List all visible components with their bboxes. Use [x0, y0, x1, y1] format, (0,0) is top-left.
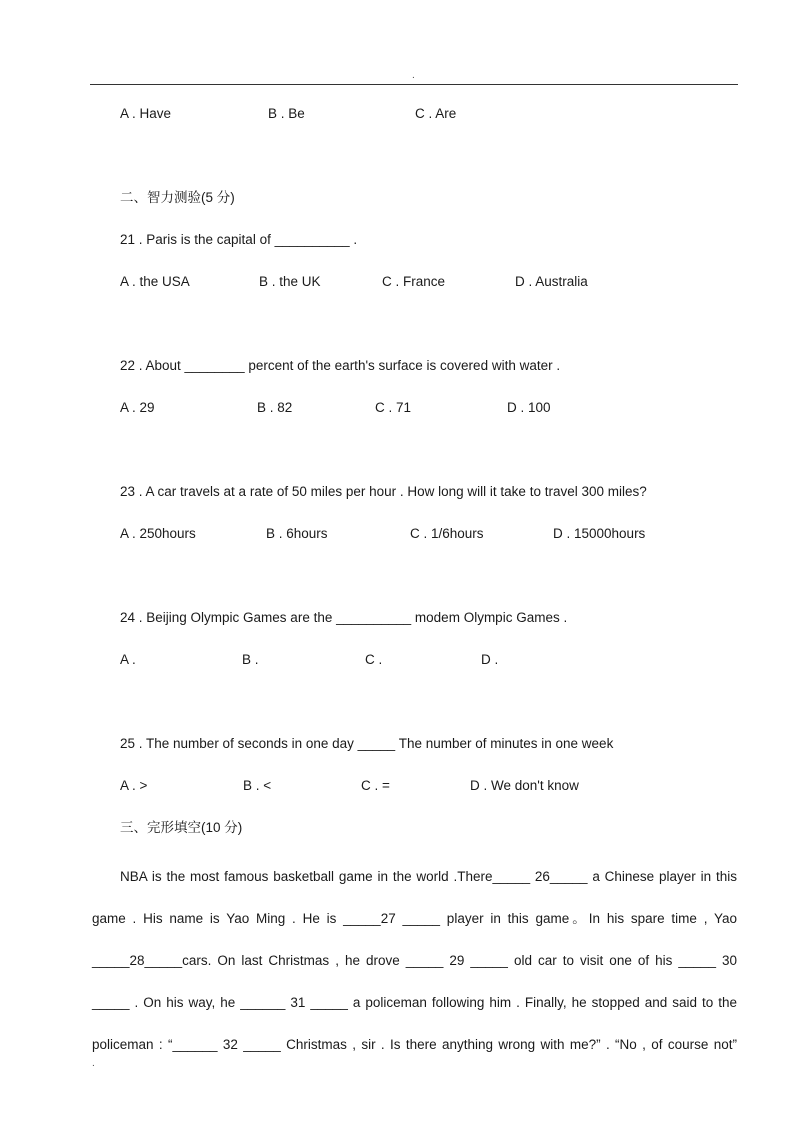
header-rule: [90, 84, 738, 85]
q22-option-a: A . 29: [120, 400, 155, 415]
q20-option-a: A . Have: [120, 106, 172, 121]
q24-stem: 24 . Beijing Olympic Games are the __________ modem Olympic Games .: [120, 610, 568, 625]
q21-option-b: B . the UK: [259, 274, 321, 289]
q22-option-c: C . 71: [375, 400, 412, 415]
section3-title: 三、完形填空(10 分): [120, 820, 243, 835]
q25-stem: 25 . The number of seconds in one day _____ The number of minutes in one week: [120, 736, 614, 751]
cloze-line: _____28_____cars. On last Christmas , he drove _____ 29 _____ old car to visit one of his _____ 30: [92, 953, 737, 968]
q24-option-c: C .: [365, 652, 383, 667]
footer-dot: .: [92, 1058, 95, 1069]
q25-option-b: B . <: [243, 778, 272, 793]
q22-option-d: D . 100: [507, 400, 551, 415]
q25-option-a: A . >: [120, 778, 148, 793]
cloze-line: policeman : “______ 32 _____ Christmas , sir . Is there anything wrong with me?” . “No , of course not”: [92, 1037, 737, 1052]
q24-option-d: D .: [481, 652, 499, 667]
q23-stem: 23 . A car travels at a rate of 50 miles per hour . How long will it take to travel 300 miles?: [120, 484, 647, 499]
q21-option-d: D . Australia: [515, 274, 588, 289]
q22-stem: 22 . About ________ percent of the earth's surface is covered with water .: [120, 358, 561, 373]
q24-option-b: B .: [242, 652, 259, 667]
q23-option-c: C . 1/6hours: [410, 526, 484, 541]
q23-option-d: D . 15000hours: [553, 526, 646, 541]
q23-option-b: B . 6hours: [266, 526, 328, 541]
section2-title: 二、智力测验(5 分): [120, 190, 235, 205]
q20-option-b: B . Be: [268, 106, 305, 121]
cloze-passage: [92, 856, 737, 1066]
q24-option-a: A .: [120, 652, 136, 667]
q25-option-d: D . We don't know: [470, 778, 579, 793]
cloze-line: NBA is the most famous basketball game in the world .There_____ 26_____ a Chinese player in this: [120, 869, 737, 884]
cloze-line: game . His name is Yao Ming . He is _____27 _____ player in this game。In his spare time , Yao: [92, 911, 737, 926]
q21-stem: 21 . Paris is the capital of __________ .: [120, 232, 358, 247]
q25-option-c: C . =: [361, 778, 390, 793]
q23-option-a: A . 250hours: [120, 526, 196, 541]
header-dot: .: [412, 70, 415, 81]
q21-option-a: A . the USA: [120, 274, 190, 289]
q21-option-c: C . France: [382, 274, 446, 289]
q22-option-b: B . 82: [257, 400, 293, 415]
cloze-line: _____ . On his way, he ______ 31 _____ a policeman following him . Finally, he stopped and said to the: [92, 995, 737, 1010]
q20-option-c: C . Are: [415, 106, 457, 121]
